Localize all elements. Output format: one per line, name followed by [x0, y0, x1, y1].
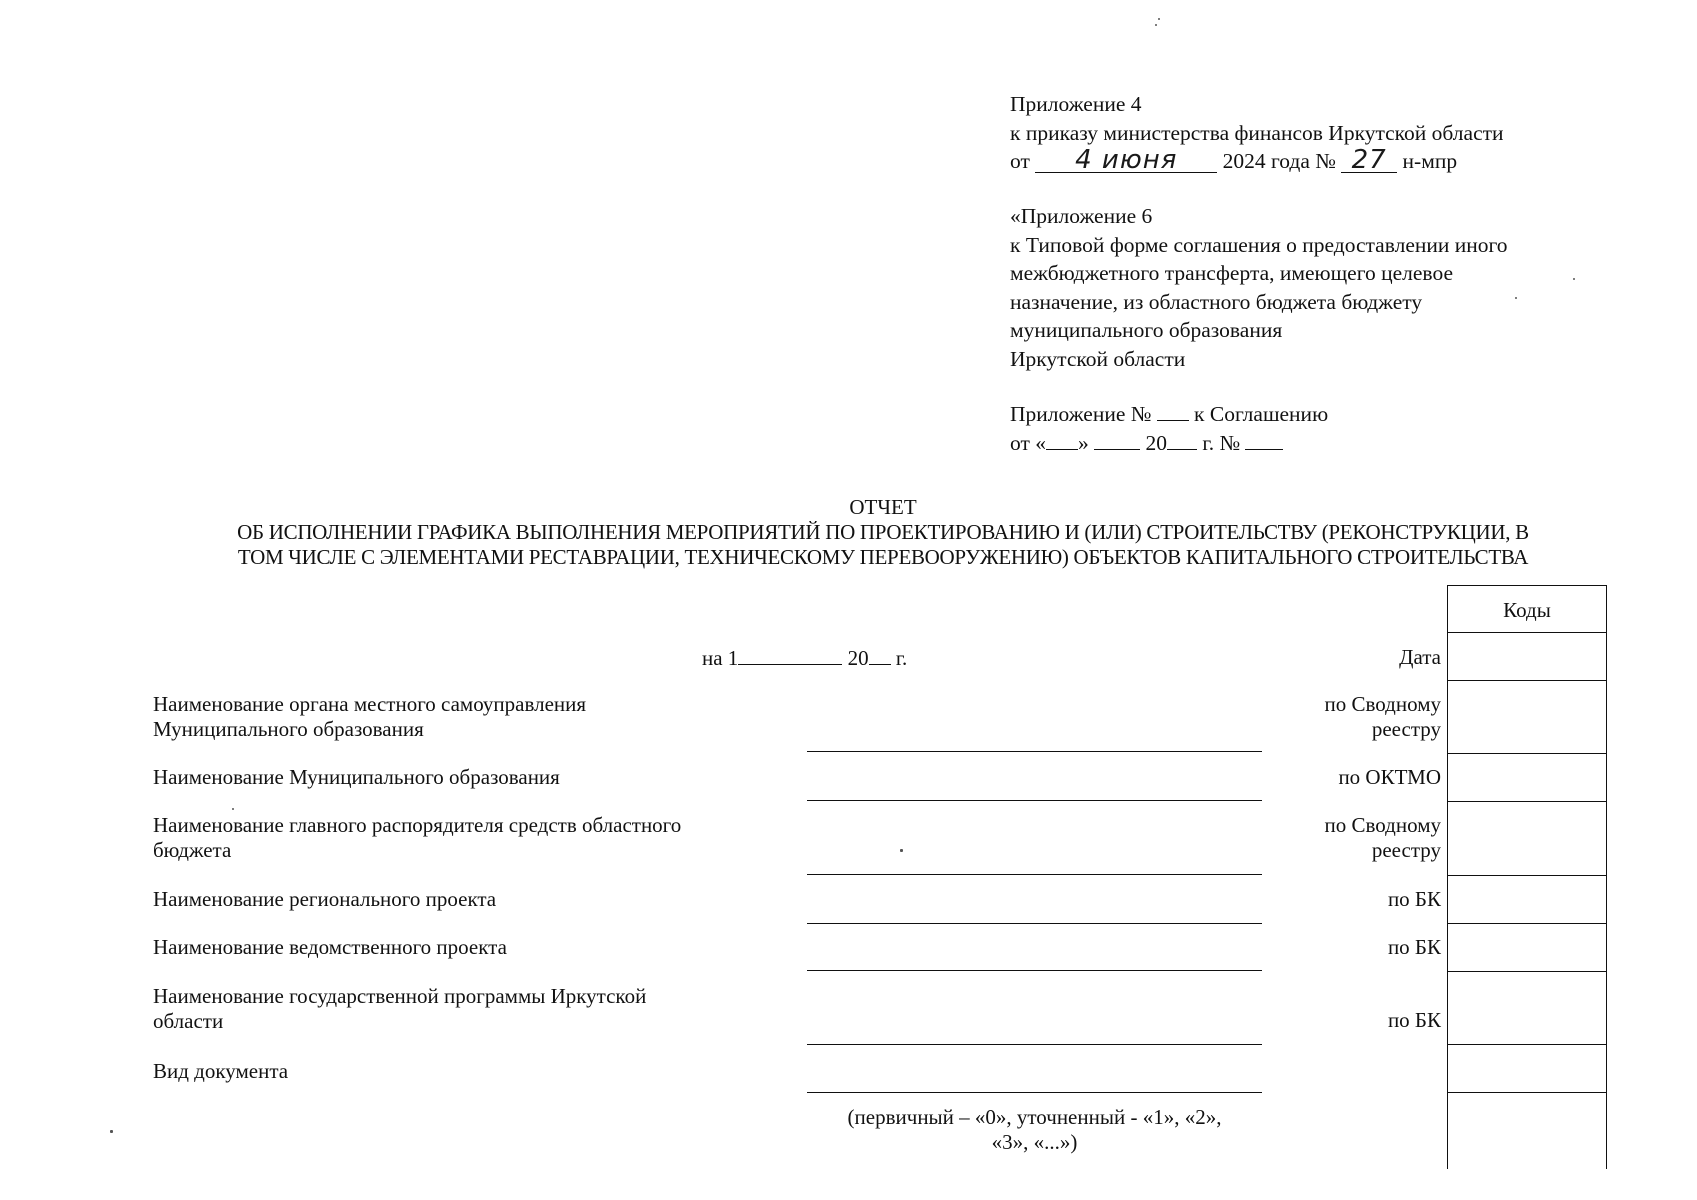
- hint-line: «3», «...»): [991, 1130, 1078, 1154]
- field-line-municipality[interactable]: [807, 800, 1262, 801]
- code-label-registry-2: [1325, 813, 1441, 863]
- code-label-bk-departmental: по БК: [1387, 935, 1441, 959]
- field-line-document-type[interactable]: [807, 1092, 1262, 1093]
- template-header-line: межбюджетного трансферта, имеющего целевое: [1010, 261, 1453, 285]
- annex-title: Приложение 4: [1010, 92, 1142, 116]
- hint-line: (первичный – «0», уточненный - «1», «2»,: [847, 1105, 1222, 1129]
- field-label-line: Наименование главного распорядителя средств областного: [153, 813, 682, 837]
- handwritten-date: 4 июня: [1035, 148, 1217, 173]
- agreement-annex-label: Приложение №: [1010, 402, 1152, 426]
- field-label-document-type: [153, 1059, 288, 1084]
- document-type-hint: [807, 1105, 1262, 1155]
- agreement-date-open: от «: [1010, 430, 1046, 455]
- code-label-line: по Сводному: [1324, 813, 1441, 837]
- field-line-state-program[interactable]: [807, 1044, 1262, 1045]
- report-date-suffix: г.: [895, 646, 908, 670]
- code-label-line: по Сводному: [1324, 692, 1441, 716]
- scan-speck: [110, 1130, 113, 1133]
- codes-table: [1447, 585, 1607, 1169]
- code-label-bk-program: по БК: [1387, 1008, 1441, 1032]
- annex-date-line: [1010, 147, 1504, 176]
- code-cell-bk-departmental[interactable]: [1448, 924, 1606, 972]
- report-date: [702, 646, 907, 671]
- report-title-main: ОТЧЕТ: [849, 495, 917, 519]
- codes-header-cell: [1448, 585, 1606, 633]
- agreement-annex-blank: [1157, 402, 1189, 421]
- agreement-reference: [1010, 400, 1328, 457]
- code-cell-bk-program[interactable]: [1448, 972, 1606, 1045]
- code-cell-bk-regional[interactable]: [1448, 876, 1606, 924]
- field-line-departmental-project[interactable]: [807, 970, 1262, 971]
- codes-header: Коды: [1503, 598, 1551, 622]
- code-label-line: реестру: [1371, 838, 1441, 862]
- field-label-line: области: [153, 1009, 224, 1033]
- field-label-line: Наименование ведомственного проекта: [153, 935, 507, 959]
- field-label-line: бюджета: [153, 838, 232, 862]
- code-label-bk-regional: по БК: [1387, 887, 1441, 911]
- scan-speck: [1515, 297, 1517, 299]
- agreement-day-blank: [1046, 431, 1078, 450]
- scan-speck: [1158, 18, 1160, 20]
- code-label-oktmo: по ОКТМО: [1338, 765, 1441, 789]
- agreement-year-blank: [1167, 431, 1197, 450]
- code-label-date: Дата: [1399, 645, 1441, 669]
- code-label-registry: [1325, 692, 1441, 742]
- annex-suffix: н-мпр: [1402, 149, 1458, 173]
- template-header-line: «Приложение 6: [1010, 204, 1153, 228]
- template-header-line: к Типовой форме соглашения о предоставлении иного: [1010, 232, 1508, 257]
- report-date-blank: [738, 646, 842, 665]
- field-label-regional-project: [153, 887, 496, 912]
- scan-speck: [1573, 278, 1575, 280]
- field-label-local-authority: [153, 692, 586, 742]
- report-title-line: ТОМ ЧИСЛЕ С ЭЛЕМЕНТАМИ РЕСТАВРАЦИИ, ТЕХНИЧЕСКОМУ ПЕРЕВООРУЖЕНИЮ) ОБЪЕКТОВ КАПИТАЛЬНОГО СТРОИТЕЛЬСТВА: [237, 545, 1529, 569]
- code-cell-registry[interactable]: [1448, 681, 1606, 754]
- scan-speck: [1155, 24, 1157, 26]
- field-label-departmental-project: [153, 935, 507, 960]
- agreement-year-prefix: 20: [1145, 430, 1167, 455]
- scan-speck: [232, 808, 234, 810]
- annex-header: [1010, 90, 1504, 176]
- report-title-line: ОБ ИСПОЛНЕНИИ ГРАФИКА ВЫПОЛНЕНИЯ МЕРОПРИЯТИЙ ПО ПРОЕКТИРОВАНИЮ И (ИЛИ) СТРОИТЕЛЬСТВУ (РЕКОНСТРУКЦИИ, В: [237, 520, 1529, 544]
- code-cell-date[interactable]: [1448, 633, 1606, 681]
- agreement-number-label: г. №: [1202, 430, 1241, 455]
- scan-speck: [900, 849, 903, 852]
- field-line-chief-administrator[interactable]: [807, 874, 1262, 875]
- field-label-chief-administrator: [153, 813, 681, 863]
- annex-order-line: к приказу министерства финансов Иркутской области: [1010, 120, 1504, 145]
- annex-date-prefix: от: [1010, 149, 1030, 173]
- field-label-line: Наименование Муниципального образования: [153, 765, 560, 789]
- code-cell-oktmo[interactable]: [1448, 754, 1606, 802]
- field-label-state-program: [153, 984, 646, 1034]
- annex-year-text: 2024 года №: [1222, 149, 1336, 173]
- agreement-date-close: »: [1078, 430, 1089, 455]
- field-label-municipality: [153, 765, 560, 790]
- field-label-line: Наименование регионального проекта: [153, 887, 497, 911]
- handwritten-number: 27: [1341, 148, 1397, 173]
- code-label-line: реестру: [1371, 717, 1441, 741]
- field-label-line: Наименование государственной программы Иркутской: [153, 984, 647, 1008]
- field-label-line: Наименование органа местного самоуправления: [153, 692, 587, 716]
- report-year-blank: [869, 646, 891, 665]
- agreement-number-line: [1010, 400, 1328, 429]
- agreement-month-blank: [1094, 431, 1140, 450]
- report-date-year: 20: [847, 646, 869, 670]
- field-label-line: Муниципального образования: [153, 717, 424, 741]
- template-header-line: назначение, из областного бюджета бюджету: [1010, 289, 1423, 314]
- agreement-number-blank: [1245, 431, 1283, 450]
- template-header-line: Иркутской области: [1010, 346, 1186, 371]
- field-line-local-authority[interactable]: [807, 751, 1262, 752]
- field-line-regional-project[interactable]: [807, 923, 1262, 924]
- template-header: [1010, 202, 1508, 373]
- code-cell-doc-type[interactable]: [1448, 1045, 1606, 1093]
- report-title: [168, 495, 1598, 570]
- template-header-line: муниципального образования: [1010, 318, 1283, 342]
- code-cell-registry-2[interactable]: [1448, 802, 1606, 876]
- agreement-date-line: [1010, 429, 1328, 458]
- field-label-line: Вид документа: [153, 1059, 289, 1083]
- report-date-prefix: на 1: [702, 646, 739, 670]
- agreement-label: к Соглашению: [1194, 402, 1329, 426]
